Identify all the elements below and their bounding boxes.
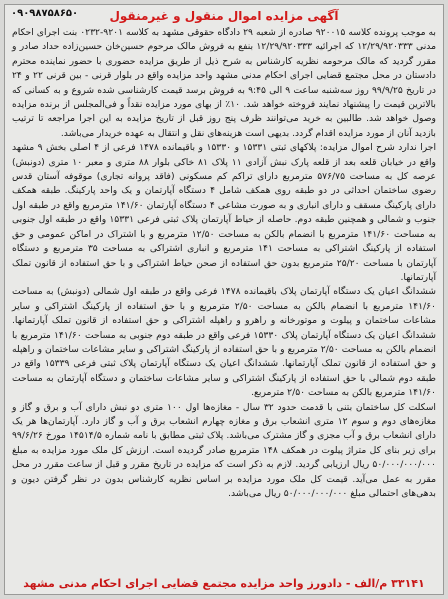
notice-body: [5, 24, 443, 501]
notice-paragraph: اجرا ندارد شرح اموال مزایده: پلاکهای ثبتی ۱۵۳۳۱ و ۱۵۳۳۰ و باقیمانده ۱۴۷۸ فرعی از ۴ اصلی بخش ۹ مشهد واقع در خیابان قلعه بعد از قلعه پارک نبش آزادی ۱۱ پلاک ۸۱ خاکی بلوار ۸۸ متری و معبر ۱۰ متری (دونبش) عرصه کل به مساحت ۵۷۶/۷۵ مترمربع دارای تراکم کم مسکونی (فاقد پروانه تجاری) موقوفه آستان قدس رضوی ساختمان احداثی در دو طبقه روی همکف شامل ۴ دستگاه آپارتمان و یک واحد پارکینگ. طبقه همکف دارای پارکینگ مسقف و دارای انباری و به صورت مشاعی ۴ دستگاه آپارتمان ۱۴۱/۶۰ مترمربع واقع در طبقه اول جنوب و شمالی و همچنین طبقه دوم. حاصله از حیاط آپارتمان پلاک ثبتی فرعی ۱۵۳۳۱ واقع در طبقه اول جنوبی به مساحت ۱۴۱/۶۰ مترمربع با انضمام بالکن به مساحت ۱۲/۵۰ مترمربع و با اشتراک در اماکن عمومی و حق استفاده از پارکینگ اشتراکی به مساحت ۱۴۱ مترمربع و انباری اشتراکی به مساحت ۳۵ مترمربع و دستگاه آپارتمان با مساحت ۲۵/۲۰ مترمربع بدون حق استفاده از صحن حیاط اشتراکی و با حق استفاده از قانون تملک آپارتمانها.: [12, 142, 436, 283]
notice-title: آگهی مزایده اموال منقول و غیرمنقول: [109, 9, 339, 23]
notice-paragraph: اسکلت کل ساختمان بتنی با قدمت حدود ۳۲ سال - مغازه‌ها اول ۱۰۰ متری دو نبش دارای آب و برق و گاز و مغازه‌های دوم و سوم ۱۲ متری انشعاب برق و مغازه چهارم انشعاب برق و آب و گاز دارد. آپارتمان‌ها هر یک دارای انشعاب برق و آب مجزی و گاز مشترک می‌باشد. پلاک ثبتی مطابق با نامه شماره ۱۴۵۱۴/۵ مورخ ۹۹/۶/۲۶ برای زیر بنای کل متراژ پیلوت در همکف ۱۴۸ مترمربع صادر گردیده است. ارزش کل ملک مورد مزایده به مبلغ ۵۰/۰۰۰/۰۰۰/۰۰۰ ریال ارزیابی گردید. لازم به ذکر است که مزایده در تاریخ مقرر و قبل از ساعت مقرر در محل مقرر به عمل می‌آید. قیمت کل ملک مورد مزایده بر اساس نظریه کارشناس بدون در نظر گرفتن دیون و بدهی‌های احتمالی مبلغ ۵۰/۰۰۰/۰۰۰/۰۰۰ ریال می‌باشد.: [12, 401, 436, 499]
notice-paragraph: به موجب پرونده کلاسه ۹۲۰۰۱۵ صادره از شعبه ۲۹ دادگاه حقوقی مشهد به کلاسه ۹۲۰۱-۰۲۳۲ بنت اجرای احکام مدنی ۱۲/۲۹/۹۲۰۳۳۳ که اجرائیه ۱۲/۲۹/۹۲۰۳۳۳ بنفع به فروش مالک مرحوم حسین‌خان حسین‌زاده حداد صادر و مقرر گردید که مالک مرحومه نظریه کارشناس به شرح ذیل از طریق مزایده حضوری با حضور نماینده محترم دادستان در محل مجتمع قضایی اجرای احکام مدنی مشهد واحد مزایده واقع در بلوار قرنی - بین قرنی ۲۲ و ۲۴ در تاریخ ۹۹/۹/۲۵ روز سه‌شنبه ساعت ۹ الی ۹:۴۵ به فروش برسد قیمت کارشناسی شده شروع و به کسانی که بالاترین قیمت را پیشنهاد نمایند فروخته خواهد شد. ۱۰٪ از بهای مورد مزایده نقداً و فی‌المجلس از برنده مزایده وصول خواهد شد. طالبین به خرید می‌توانند ظرف پنج روز قبل از تاریخ مزایده به این اجرا مراجعه تا ترتیب بازدید آنان از مورد مزایده اقدام گردد. بدیهی است هزینه‌های نقل و انتقال به عهده خریدار می‌باشد.: [12, 27, 437, 139]
notice-footer: ۳۳۱۴۱ م/الف - دادورز واحد مزایده مجتمع قضایی اجرای احکام مدنی مشهد: [23, 577, 425, 590]
phone-number: ۰۹۰۹۸۷۵۸۶۵۰: [11, 8, 79, 19]
notice-paragraph: ششدانگ اعیان یک دستگاه آپارتمان پلاک باقیمانده ۱۴۷۸ فرعی واقع در طبقه اول شمالی (دونبش) به مساحت ۱۴۱/۶۰ مترمربع با انضمام بالکن به مساحت ۲/۵۰ مترمربع و با حق استفاده از پارکینگ اشتراکی و سایر مشاعات ساختمان و پیلوت و موتورخانه و راهرو و راهپله اشتراکی و حق استفاده از قانون تملک آپارتمانها. ششدانگ اعیان یک دستگاه آپارتمان پلاک ۱۵۳۳۰ فرعی واقع در طبقه دوم جنوبی به مساحت ۱۴۱/۶۰ مترمربع با انضمام بالکن به مساحت ۲/۵۰ مترمربع و با حق استفاده از پارکینگ اشتراکی و سایر مشاعات ساختمان و راهپله و حق استفاده از قانون تملک آپارتمانها. ششدانگ اعیان یک دستگاه آپارتمان پلاک ثبتی فرعی ۱۵۳۳۹ واقع در طبقه دوم شمالی با حق استفاده از پارکینگ اشتراکی و سایر مشاعات ساختمان و دستگاه آپارتمان به مساحت ۱۴۱/۶۰ مترمربع بالکن به مساحت ۲/۵۰ مترمربع.: [12, 286, 436, 399]
auction-notice: [4, 4, 444, 595]
